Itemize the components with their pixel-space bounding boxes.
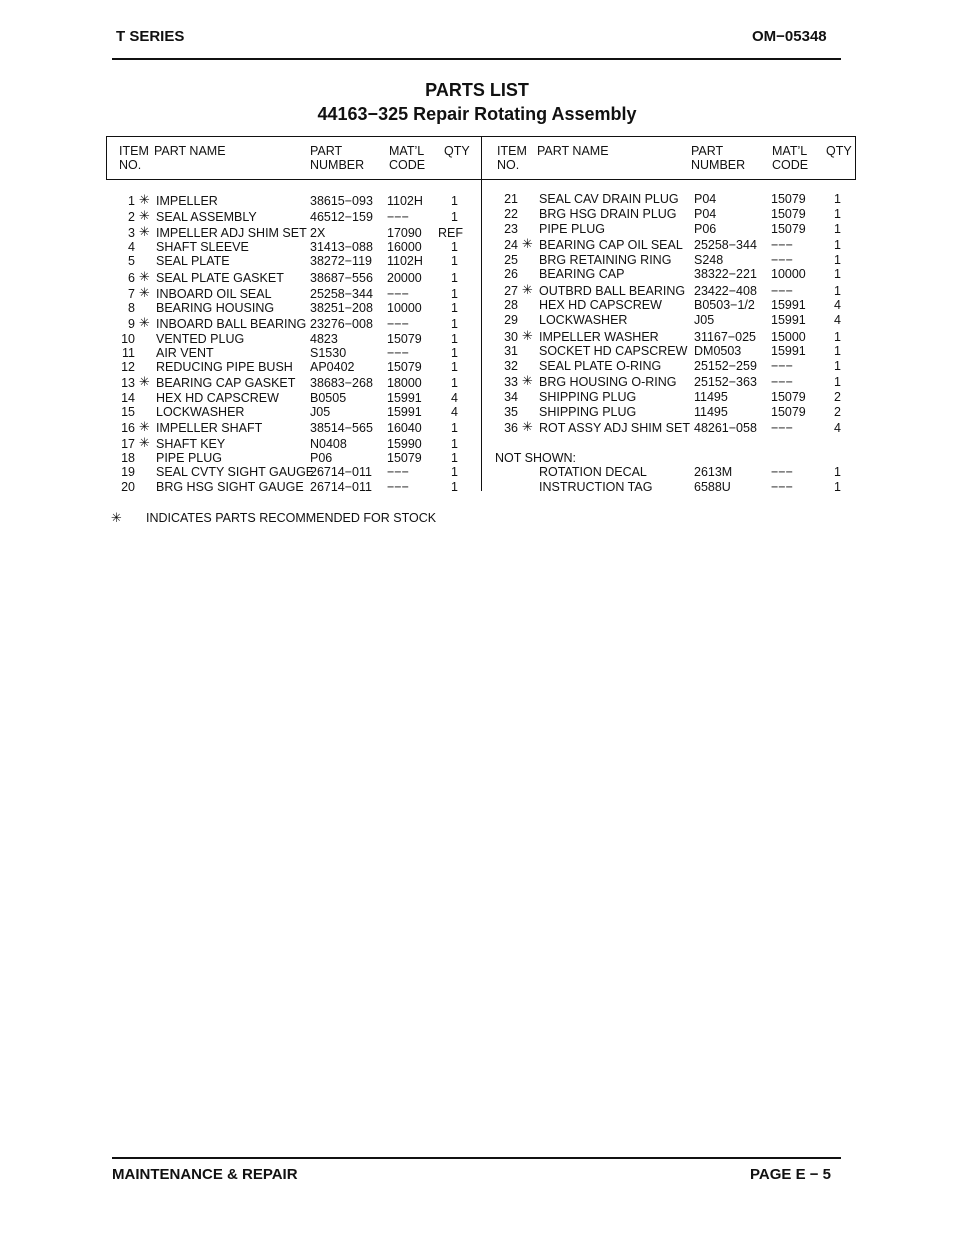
part-name: HEX HD CAPSCREW bbox=[156, 391, 279, 405]
quantity: 2 bbox=[834, 390, 841, 404]
part-name: INBOARD OIL SEAL bbox=[156, 287, 272, 301]
part-number: 38272−119 bbox=[310, 254, 372, 268]
material-code: 10000 bbox=[771, 267, 806, 281]
quantity: 2 bbox=[834, 405, 841, 419]
part-name: BRG HSG SIGHT GAUGE bbox=[156, 480, 304, 494]
material-code: 10000 bbox=[387, 301, 422, 315]
item-number: 22 bbox=[504, 207, 518, 221]
material-code: 15991 bbox=[771, 298, 806, 312]
page-title: PARTS LIST bbox=[425, 80, 529, 100]
material-code: 15991 bbox=[771, 313, 806, 327]
quantity: 1 bbox=[834, 207, 841, 221]
material-code: −−− bbox=[771, 238, 793, 252]
material-code: 15079 bbox=[771, 405, 806, 419]
part-name: ROTATION DECAL bbox=[539, 465, 647, 479]
quantity: 1 bbox=[451, 360, 458, 374]
material-code: 16040 bbox=[387, 421, 422, 435]
stock-star-icon: ✳ bbox=[139, 315, 150, 330]
part-name: IMPELLER SHAFT bbox=[156, 421, 263, 435]
quantity: REF bbox=[438, 226, 463, 240]
material-code: −−− bbox=[387, 346, 409, 360]
part-name: LOCKWASHER bbox=[539, 313, 628, 327]
part-number: 26714−011 bbox=[310, 465, 372, 479]
item-number: 33 bbox=[504, 375, 518, 389]
quantity: 1 bbox=[451, 240, 458, 254]
part-number: 4823 bbox=[310, 332, 338, 346]
item-number: 23 bbox=[504, 222, 518, 236]
footer-rule bbox=[112, 1157, 841, 1159]
part-number: 2X bbox=[310, 226, 326, 240]
part-name: SHIPPING PLUG bbox=[539, 390, 637, 404]
col-part-name-left: PART NAME bbox=[154, 144, 226, 158]
part-name: LOCKWASHER bbox=[156, 405, 245, 419]
material-code: 18000 bbox=[387, 376, 422, 390]
quantity: 1 bbox=[451, 480, 458, 494]
stock-star-icon: ✳ bbox=[522, 282, 533, 297]
header-doc-number: OM−05348 bbox=[752, 28, 827, 45]
item-number: 1 bbox=[128, 194, 135, 208]
stock-star-icon: ✳ bbox=[111, 510, 122, 525]
quantity: 1 bbox=[451, 254, 458, 268]
part-number: 38615−093 bbox=[310, 194, 373, 208]
part-name: IMPELLER ADJ SHIM SET bbox=[156, 226, 307, 240]
stock-star-icon: ✳ bbox=[522, 419, 533, 434]
quantity: 4 bbox=[834, 313, 841, 327]
material-code: 15079 bbox=[771, 192, 806, 206]
quantity: 1 bbox=[451, 271, 458, 285]
part-number: 25258−344 bbox=[310, 287, 373, 301]
stock-star-icon: ✳ bbox=[522, 328, 533, 343]
part-name: INBOARD BALL BEARING bbox=[156, 317, 307, 331]
part-number: S248 bbox=[694, 253, 724, 267]
quantity: 4 bbox=[451, 405, 458, 419]
item-number: 17 bbox=[121, 437, 135, 451]
material-code: −−− bbox=[387, 317, 409, 331]
part-number: B0503−1/2 bbox=[694, 298, 755, 312]
item-number: 11 bbox=[122, 346, 135, 360]
header-series: T SERIES bbox=[116, 28, 185, 45]
quantity: 1 bbox=[451, 287, 458, 301]
part-number: 38683−268 bbox=[310, 376, 373, 390]
part-number: P06 bbox=[310, 451, 333, 465]
part-name: IMPELLER WASHER bbox=[539, 330, 659, 344]
material-code: −−− bbox=[771, 480, 793, 494]
material-code: −−− bbox=[771, 253, 793, 267]
material-code: −−− bbox=[771, 284, 793, 298]
part-name: SEAL CAV DRAIN PLUG bbox=[539, 192, 679, 206]
column-divider bbox=[481, 136, 482, 491]
footnote: INDICATES PARTS RECOMMENDED FOR STOCK bbox=[146, 511, 437, 525]
part-name: INSTRUCTION TAG bbox=[539, 480, 653, 494]
footer-section: MAINTENANCE & REPAIR bbox=[112, 1166, 298, 1183]
part-number: P04 bbox=[694, 207, 717, 221]
material-code: −−− bbox=[387, 480, 409, 494]
quantity: 1 bbox=[451, 210, 458, 224]
quantity: 1 bbox=[451, 437, 458, 451]
material-code: 15991 bbox=[387, 405, 422, 419]
material-code: −−− bbox=[771, 375, 793, 389]
material-code: 1102H bbox=[387, 194, 423, 208]
part-name: SHAFT SLEEVE bbox=[156, 240, 249, 254]
part-number: S1530 bbox=[310, 346, 347, 360]
item-number: 8 bbox=[128, 301, 135, 315]
header-rule bbox=[112, 58, 841, 60]
item-number: 26 bbox=[504, 267, 518, 281]
part-number: 23422−408 bbox=[694, 284, 757, 298]
part-number: 25152−363 bbox=[694, 375, 757, 389]
stock-star-icon: ✳ bbox=[139, 269, 150, 284]
col-part-name-right: PART NAME bbox=[537, 144, 609, 158]
part-name: SHAFT KEY bbox=[156, 437, 226, 451]
stock-star-icon: ✳ bbox=[139, 224, 150, 239]
quantity: 1 bbox=[834, 284, 841, 298]
col-qty-right: QTY bbox=[826, 144, 852, 158]
quantity: 1 bbox=[834, 344, 841, 358]
quantity: 1 bbox=[834, 267, 841, 281]
part-name: BRG HOUSING O-RING bbox=[539, 375, 677, 389]
part-number: 38251−208 bbox=[310, 301, 373, 315]
item-number: 21 bbox=[504, 192, 518, 206]
material-code: 15079 bbox=[771, 390, 806, 404]
item-number: 14 bbox=[121, 391, 135, 405]
part-name: ROT ASSY ADJ SHIM SET bbox=[539, 421, 690, 435]
col-part-number-left: PART NUMBER bbox=[310, 144, 365, 172]
item-number: 12 bbox=[121, 360, 135, 374]
material-code: −−− bbox=[771, 359, 793, 373]
material-code: −−− bbox=[387, 465, 409, 479]
item-number: 25 bbox=[504, 253, 518, 267]
part-number: 11495 bbox=[694, 405, 728, 419]
page-subtitle: 44163−325 Repair Rotating Assembly bbox=[317, 104, 637, 124]
part-number: 48261−058 bbox=[694, 421, 757, 435]
quantity: 1 bbox=[834, 238, 841, 252]
item-number: 5 bbox=[128, 254, 135, 268]
item-number: 9 bbox=[128, 317, 135, 331]
quantity: 1 bbox=[834, 359, 841, 373]
material-code: 15990 bbox=[387, 437, 422, 451]
material-code: −−− bbox=[771, 421, 793, 435]
quantity: 1 bbox=[451, 332, 458, 346]
part-name: BEARING HOUSING bbox=[156, 301, 275, 315]
part-name: BRG HSG DRAIN PLUG bbox=[539, 207, 677, 221]
part-number: 38514−565 bbox=[310, 421, 373, 435]
part-number: 26714−011 bbox=[310, 480, 372, 494]
stock-star-icon: ✳ bbox=[139, 208, 150, 223]
item-number: 4 bbox=[128, 240, 135, 254]
material-code: 15079 bbox=[771, 222, 806, 236]
stock-star-icon: ✳ bbox=[139, 419, 150, 434]
part-name: PIPE PLUG bbox=[156, 451, 222, 465]
part-name: OUTBRD BALL BEARING bbox=[539, 284, 686, 298]
quantity: 4 bbox=[834, 421, 841, 435]
material-code: 15000 bbox=[771, 330, 806, 344]
part-name: BRG RETAINING RING bbox=[539, 253, 672, 267]
part-number: J05 bbox=[694, 313, 715, 327]
part-name: SOCKET HD CAPSCREW bbox=[539, 344, 688, 358]
material-code: 1102H bbox=[387, 254, 423, 268]
quantity: 4 bbox=[451, 391, 458, 405]
material-code: 15991 bbox=[771, 344, 806, 358]
part-name: IMPELLER bbox=[156, 194, 218, 208]
quantity: 1 bbox=[834, 480, 841, 494]
part-name: SHIPPING PLUG bbox=[539, 405, 637, 419]
col-qty-left: QTY bbox=[444, 144, 470, 158]
part-number: AP0402 bbox=[310, 360, 355, 374]
part-number: 38322−221 bbox=[694, 267, 757, 281]
item-number: 31 bbox=[504, 344, 518, 358]
part-name: SEAL PLATE O-RING bbox=[539, 359, 662, 373]
not-shown-label: NOT SHOWN: bbox=[495, 451, 577, 465]
material-code: −−− bbox=[771, 465, 793, 479]
part-name: SEAL CVTY SIGHT GAUGE bbox=[156, 465, 315, 479]
part-number: 38687−556 bbox=[310, 271, 373, 285]
quantity: 1 bbox=[451, 194, 458, 208]
material-code: 16000 bbox=[387, 240, 422, 254]
part-number: P04 bbox=[694, 192, 717, 206]
quantity: 1 bbox=[834, 222, 841, 236]
stock-star-icon: ✳ bbox=[139, 192, 150, 207]
quantity: 1 bbox=[451, 317, 458, 331]
material-code: 15079 bbox=[771, 207, 806, 221]
item-number: 16 bbox=[121, 421, 135, 435]
quantity: 1 bbox=[834, 330, 841, 344]
part-name: REDUCING PIPE BUSH bbox=[156, 360, 293, 374]
part-number: 11495 bbox=[694, 390, 728, 404]
part-number: B0505 bbox=[310, 391, 347, 405]
col-item-right: ITEM NO. bbox=[497, 144, 527, 172]
part-number: 46512−159 bbox=[310, 210, 373, 224]
part-name: SEAL PLATE GASKET bbox=[156, 271, 284, 285]
stock-star-icon: ✳ bbox=[139, 285, 150, 300]
part-name: PIPE PLUG bbox=[539, 222, 605, 236]
quantity: 1 bbox=[451, 346, 458, 360]
material-code: 20000 bbox=[387, 271, 422, 285]
part-number: 31413−088 bbox=[310, 240, 373, 254]
stock-star-icon: ✳ bbox=[139, 374, 150, 389]
part-number: N0408 bbox=[310, 437, 347, 451]
part-name: SEAL PLATE bbox=[156, 254, 230, 268]
material-code: −−− bbox=[387, 287, 409, 301]
item-number: 24 bbox=[504, 238, 518, 252]
material-code: 15079 bbox=[387, 332, 422, 346]
item-number: 3 bbox=[128, 226, 135, 240]
item-number: 2 bbox=[128, 210, 135, 224]
item-number: 35 bbox=[504, 405, 518, 419]
part-name: SEAL ASSEMBLY bbox=[156, 210, 257, 224]
item-number: 19 bbox=[121, 465, 135, 479]
item-number: 27 bbox=[504, 284, 518, 298]
item-number: 28 bbox=[504, 298, 518, 312]
quantity: 1 bbox=[834, 192, 841, 206]
item-number: 10 bbox=[121, 332, 135, 346]
item-number: 7 bbox=[128, 287, 135, 301]
part-number: J05 bbox=[310, 405, 331, 419]
part-number: DM0503 bbox=[694, 344, 742, 358]
quantity: 1 bbox=[451, 465, 458, 479]
footer-page: PAGE E − 5 bbox=[750, 1166, 832, 1183]
part-number: 6588U bbox=[694, 480, 731, 494]
quantity: 4 bbox=[834, 298, 841, 312]
item-number: 6 bbox=[128, 271, 135, 285]
item-number: 13 bbox=[121, 376, 135, 390]
material-code: 17090 bbox=[387, 226, 422, 240]
part-number: 2613M bbox=[694, 465, 733, 479]
col-part-number-right: PART NUMBER bbox=[691, 144, 746, 172]
quantity: 1 bbox=[451, 451, 458, 465]
part-name: VENTED PLUG bbox=[156, 332, 245, 346]
part-name: AIR VENT bbox=[156, 346, 214, 360]
part-name: BEARING CAP OIL SEAL bbox=[539, 238, 683, 252]
part-name: BEARING CAP bbox=[539, 267, 625, 281]
part-number: P06 bbox=[694, 222, 717, 236]
item-number: 18 bbox=[121, 451, 135, 465]
part-number: 25258−344 bbox=[694, 238, 757, 252]
part-name: HEX HD CAPSCREW bbox=[539, 298, 662, 312]
item-number: 20 bbox=[121, 480, 135, 494]
stock-star-icon: ✳ bbox=[522, 373, 533, 388]
material-code: 15079 bbox=[387, 451, 422, 465]
quantity: 1 bbox=[834, 375, 841, 389]
item-number: 34 bbox=[504, 390, 518, 404]
col-matl-right: MAT’L CODE bbox=[772, 144, 809, 172]
material-code: −−− bbox=[387, 210, 409, 224]
item-number: 15 bbox=[121, 405, 135, 419]
stock-star-icon: ✳ bbox=[139, 435, 150, 450]
part-number: 25152−259 bbox=[694, 359, 757, 373]
part-number: 31167−025 bbox=[694, 330, 756, 344]
col-matl-left: MAT’L CODE bbox=[389, 144, 426, 172]
item-number: 29 bbox=[504, 313, 518, 327]
quantity: 1 bbox=[451, 301, 458, 315]
stock-star-icon: ✳ bbox=[522, 236, 533, 251]
col-item-left: ITEM NO. bbox=[119, 144, 149, 172]
material-code: 15991 bbox=[387, 391, 422, 405]
part-number: 23276−008 bbox=[310, 317, 373, 331]
item-number: 32 bbox=[504, 359, 518, 373]
item-number: 36 bbox=[504, 421, 518, 435]
quantity: 1 bbox=[834, 253, 841, 267]
item-number: 30 bbox=[504, 330, 518, 344]
quantity: 1 bbox=[451, 421, 458, 435]
quantity: 1 bbox=[451, 376, 458, 390]
quantity: 1 bbox=[834, 465, 841, 479]
part-name: BEARING CAP GASKET bbox=[156, 376, 296, 390]
material-code: 15079 bbox=[387, 360, 422, 374]
